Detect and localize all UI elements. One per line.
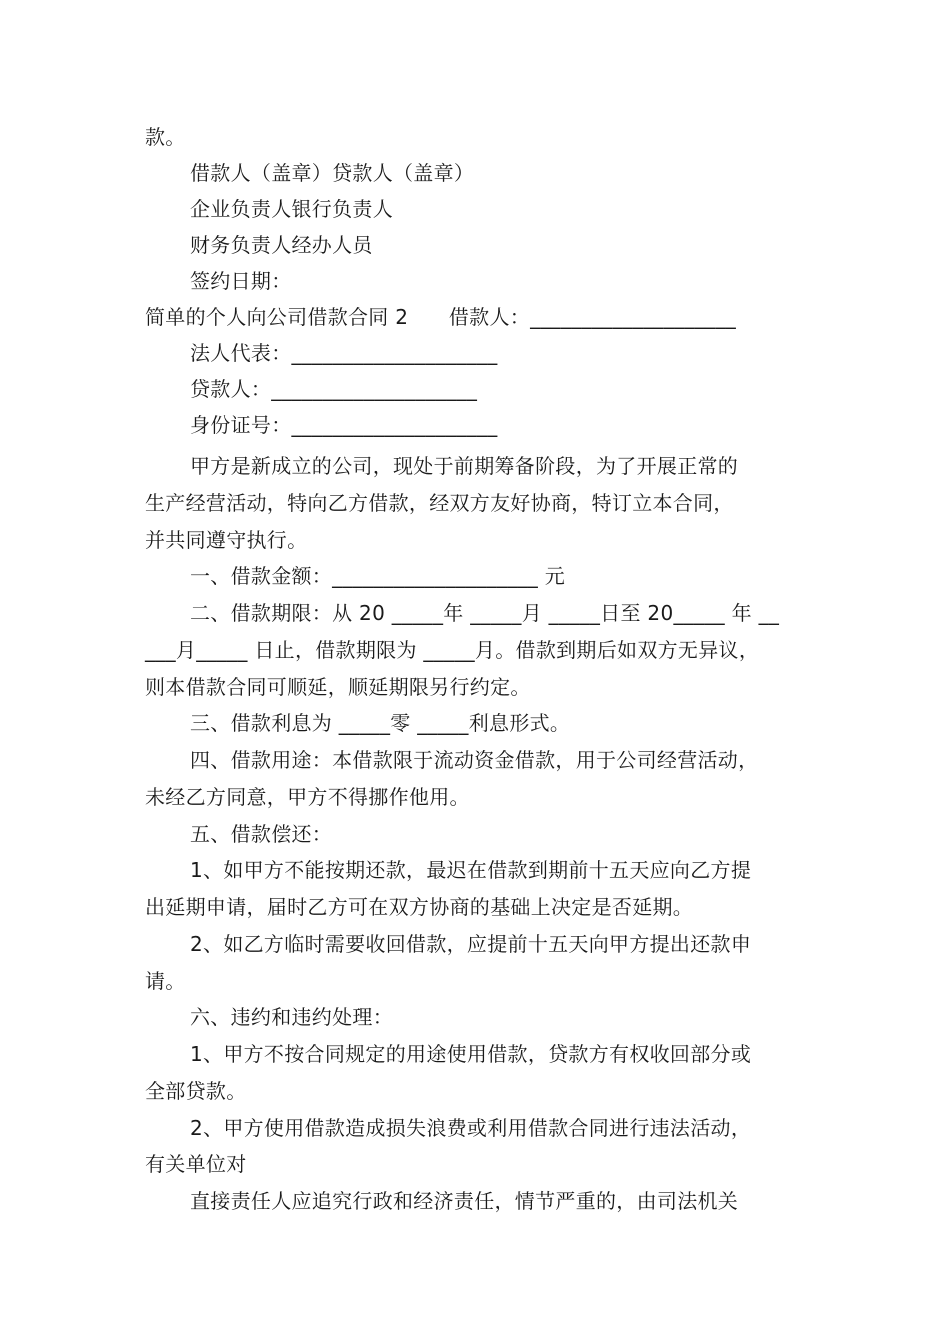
text-line: 生产经营活动，特向乙方借款，经双方友好协商，特订立本合同， bbox=[145, 491, 734, 515]
text-line: 有关单位对 bbox=[145, 1152, 247, 1176]
text-line: 六、违约和违约处理： bbox=[190, 1005, 393, 1029]
text-line: 法人代表：____________________ bbox=[190, 341, 498, 365]
text-line: 甲方是新成立的公司，现处于前期筹备阶段，为了开展正常的 bbox=[190, 454, 739, 478]
text-line: 出延期申请，届时乙方可在双方协商的基础上决定是否延期。 bbox=[145, 895, 694, 919]
text-line: 款。 bbox=[145, 125, 186, 149]
text-line: 全部贷款。 bbox=[145, 1079, 247, 1103]
text-line: ___月_____ 日止，借款期限为 _____月。借款到期后如双方无异议， bbox=[145, 638, 760, 662]
text-line: 并共同遵守执行。 bbox=[145, 528, 308, 552]
text-line: 身份证号：____________________ bbox=[190, 413, 498, 437]
section-heading: 简单的个人向公司借款合同 2 借款人：____________________ bbox=[145, 305, 737, 329]
text-line: 三、借款利息为 _____零 _____利息形式。 bbox=[190, 711, 571, 735]
text-line: 财务负责人经办人员 bbox=[190, 233, 373, 257]
text-line: 企业负责人银行负责人 bbox=[190, 197, 393, 221]
text-line: 请。 bbox=[145, 969, 186, 993]
text-line: 签约日期： bbox=[190, 269, 292, 293]
text-line: 1、甲方不按合同规定的用途使用借款，贷款方有权收回部分或 bbox=[190, 1042, 752, 1066]
text-line: 2、如乙方临时需要收回借款，应提前十五天向甲方提出还款申 bbox=[190, 932, 752, 956]
text-line: 未经乙方同意，甲方不得挪作他用。 bbox=[145, 785, 470, 809]
text-line: 2、甲方使用借款造成损失浪费或利用借款合同进行违法活动， bbox=[190, 1116, 752, 1140]
text-line: 四、借款用途：本借款限于流动资金借款，用于公司经营活动， bbox=[190, 748, 759, 772]
text-line: 贷款人：____________________ bbox=[190, 377, 478, 401]
text-line: 则本借款合同可顺延，顺延期限另行约定。 bbox=[145, 675, 531, 699]
text-line: 二、借款期限：从 20 _____年 _____月 _____日至 20_____ 年 __ bbox=[190, 601, 780, 625]
text-line: 一、借款金额：____________________ 元 bbox=[190, 564, 566, 588]
text-line: 借款人（盖章）贷款人（盖章） bbox=[190, 161, 475, 185]
text-line: 直接责任人应追究行政和经济责任，情节严重的，由司法机关 bbox=[190, 1189, 739, 1213]
text-line: 五、借款偿还： bbox=[190, 822, 333, 846]
text-line: 1、如甲方不能按期还款，最迟在借款到期前十五天应向乙方提 bbox=[190, 858, 752, 882]
